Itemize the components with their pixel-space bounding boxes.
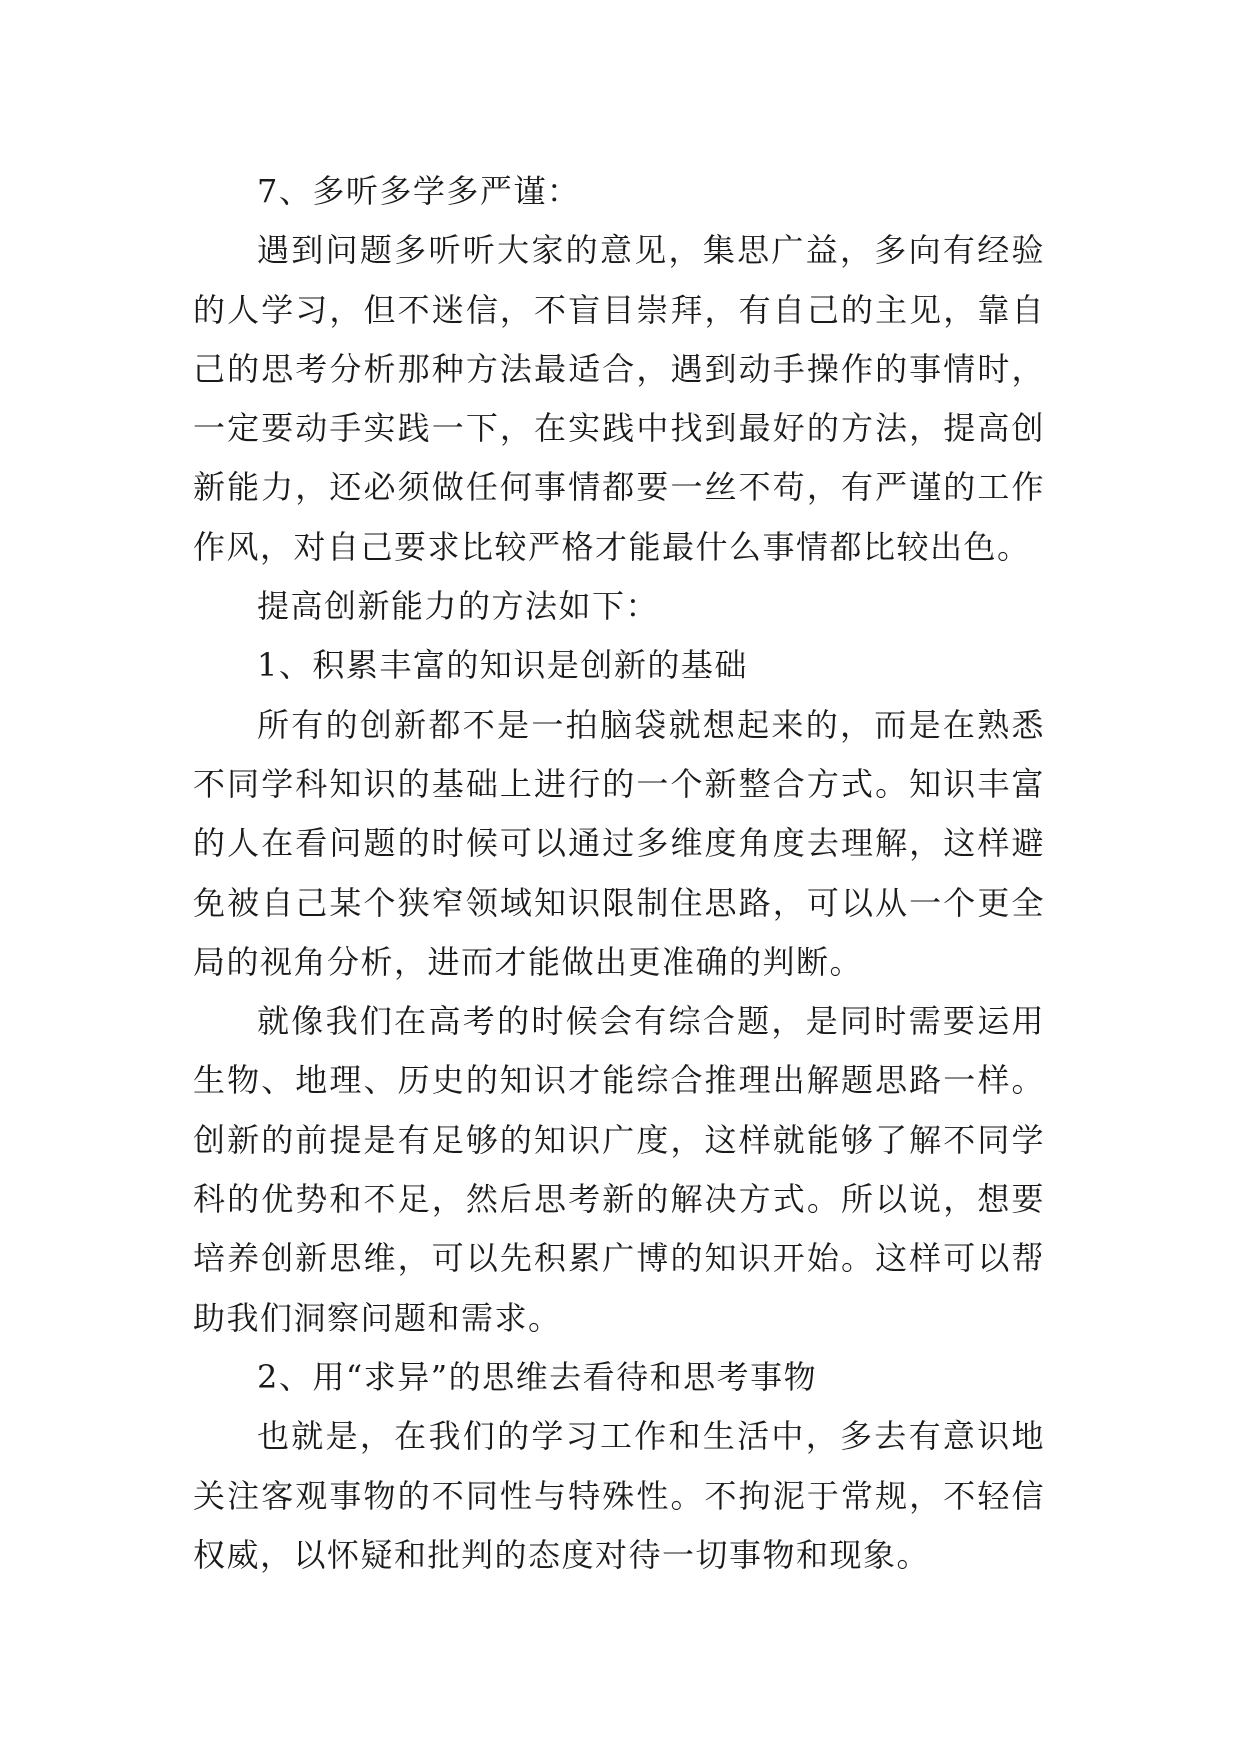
paragraph-exam-example: 就像我们在高考的时候会有综合题，是同时需要运用生物、地理、历史的知识才能综合推理出解题思路一样。创新的前提是有足够的知识广度，这样就能够了解不同学科的优势和不足，然后思考新的解决方式。所以说，想要培养创新思维，可以先积累广博的知识开始。这样可以帮助我们洞察问题和需求。 [193,1002,1045,1337]
document-body [193,162,1045,1585]
paragraph-knowledge-basis: 所有的创新都不是一拍脑袋就想起来的，而是在熟悉不同学科知识的基础上进行的一个新整合方式。知识丰富的人在看问题的时候可以通过多维度角度去理解，这样避免被自己某个狭窄领域知识限制住思路，可以从一个更全局的视角分析，进而才能做出更准确的判断。 [193,705,1045,981]
paragraph-methods-intro: 提高创新能力的方法如下： [257,587,660,626]
paragraph-difference-thinking: 也就是，在我们的学习工作和生活中，多去有意识地关注客观事物的不同性与特殊性。不拘泥于常规，不轻信权威，以怀疑和批判的态度对待一切事物和现象。 [193,1417,1045,1574]
paragraph-heading-2: 2、用“求异”的思维去看待和思考事物 [257,1357,818,1396]
paragraph-heading-1: 1、积累丰富的知识是创新的基础 [257,646,748,685]
paragraph-listen-learn: 遇到问题多听听大家的意见，集思广益，多向有经验的人学习，但不迷信，不盲目崇拜，有自己的主见，靠自己的思考分析那种方法最适合，遇到动手操作的事情时，一定要动手实践一下，在实践中找到最好的方法，提高创新能力，还必须做任何事情都要一丝不苟，有严谨的工作作风，对自己要求比较严格才能最什么事情都比较出色。 [193,231,1045,566]
paragraph-heading-7: 7、多听多学多严谨： [257,172,581,210]
